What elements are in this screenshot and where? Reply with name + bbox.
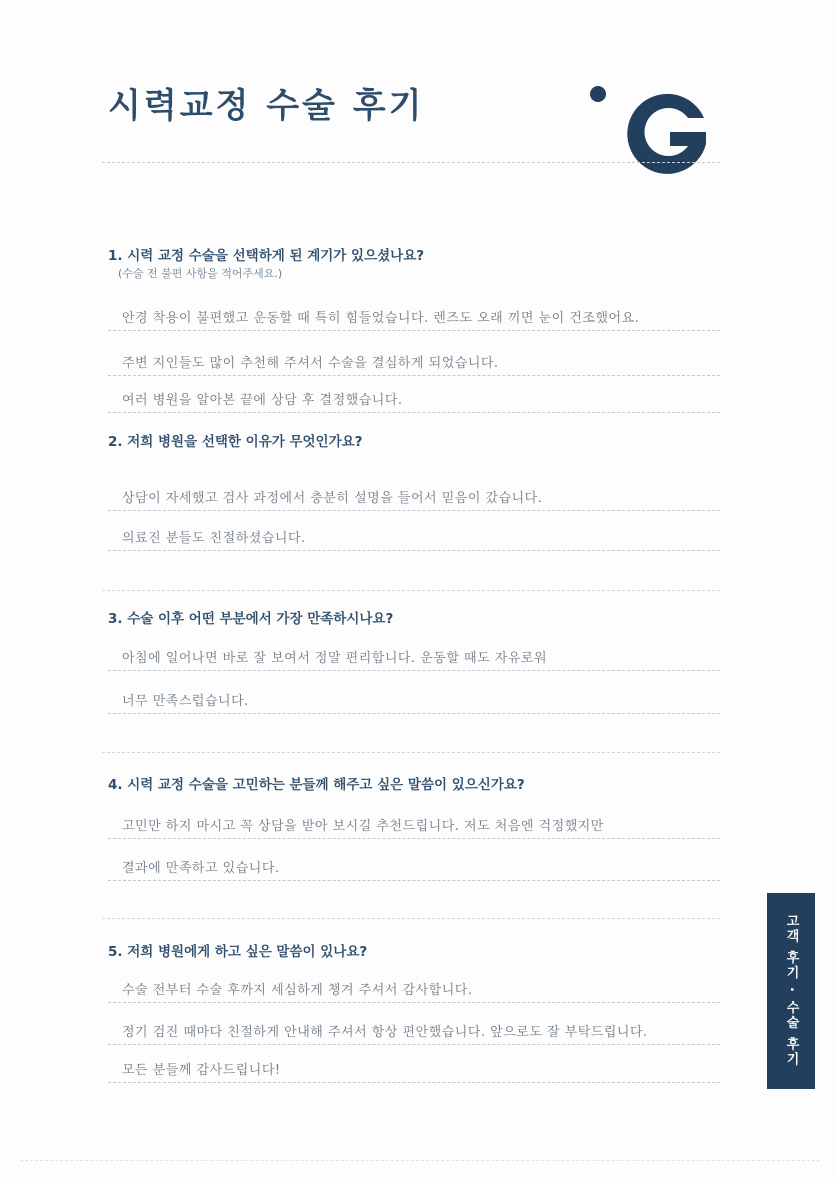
answer-line bbox=[108, 520, 720, 551]
side-tab-label: 고객 후기 · 수술 후기 bbox=[783, 914, 799, 1068]
answer-text: 모든 분들께 감사드립니다! bbox=[122, 1063, 281, 1078]
question-2: 2. 저희 병원을 선택한 이유가 무엇인가요? bbox=[108, 434, 363, 450]
section-divider bbox=[102, 918, 720, 919]
answer-line bbox=[108, 640, 720, 671]
question-5: 5. 저희 병원에게 하고 싶은 말씀이 있나요? bbox=[108, 944, 368, 960]
header-divider bbox=[102, 162, 720, 163]
answer-text: 의료진 분들도 친절하셨습니다. bbox=[122, 531, 306, 546]
answer-text: 결과에 만족하고 있습니다. bbox=[122, 861, 280, 876]
question-4: 4. 시력 교정 수술을 고민하는 분들께 해주고 싶은 말씀이 있으신가요? bbox=[108, 777, 525, 793]
answer-text: 주변 지인들도 많이 추천해 주셔서 수술을 결심하게 되었습니다. bbox=[122, 356, 499, 371]
question-3: 3. 수술 이후 어떤 부분에서 가장 만족하시나요? bbox=[108, 611, 394, 627]
answer-line bbox=[108, 300, 720, 331]
answer-text: 고민만 하지 마시고 꼭 상담을 받아 보시길 추천드립니다. 저도 처음엔 걱정했지만 bbox=[122, 819, 604, 834]
answer-text: 정기 검진 때마다 친절하게 안내해 주셔서 항상 편안했습니다. 앞으로도 잘 부탁드립니다. bbox=[122, 1025, 648, 1040]
section-divider bbox=[102, 590, 720, 591]
answer-text: 수술 전부터 수술 후까지 세심하게 챙겨 주셔서 감사합니다. bbox=[122, 983, 473, 998]
answer-text: 아침에 일어나면 바로 잘 보여서 정말 편리합니다. 운동할 때도 자유로워 bbox=[122, 651, 548, 666]
answer-line bbox=[108, 480, 720, 511]
answer-line bbox=[108, 1052, 720, 1083]
answer-line bbox=[108, 683, 720, 714]
footer-divider bbox=[20, 1160, 820, 1161]
answer-text: 상담이 자세했고 검사 과정에서 충분히 설명을 들어서 믿음이 갔습니다. bbox=[122, 491, 543, 506]
section-divider bbox=[102, 752, 720, 753]
answer-line bbox=[108, 345, 720, 376]
answer-line bbox=[108, 382, 720, 413]
question-1: 1. 시력 교정 수술을 선택하게 된 계기가 있으셨나요? bbox=[108, 248, 425, 264]
answer-text: 안경 착용이 불편했고 운동할 때 특히 힘들었습니다. 렌즈도 오래 끼면 눈이 건조했어요. bbox=[122, 311, 640, 326]
answer-text: 여러 병원을 알아본 끝에 상담 후 결정했습니다. bbox=[122, 393, 403, 408]
answer-line bbox=[108, 808, 720, 839]
answer-line bbox=[108, 850, 720, 881]
side-tab bbox=[767, 893, 815, 1089]
answer-line bbox=[108, 1014, 720, 1045]
answer-line bbox=[108, 972, 720, 1003]
question-1-hint: (수술 전 불편 사항을 적어주세요.) bbox=[118, 267, 283, 280]
answer-text: 너무 만족스럽습니다. bbox=[122, 694, 249, 709]
page-title: 시력교정 수술 후기 bbox=[108, 86, 425, 126]
g-logo-icon bbox=[586, 82, 726, 182]
